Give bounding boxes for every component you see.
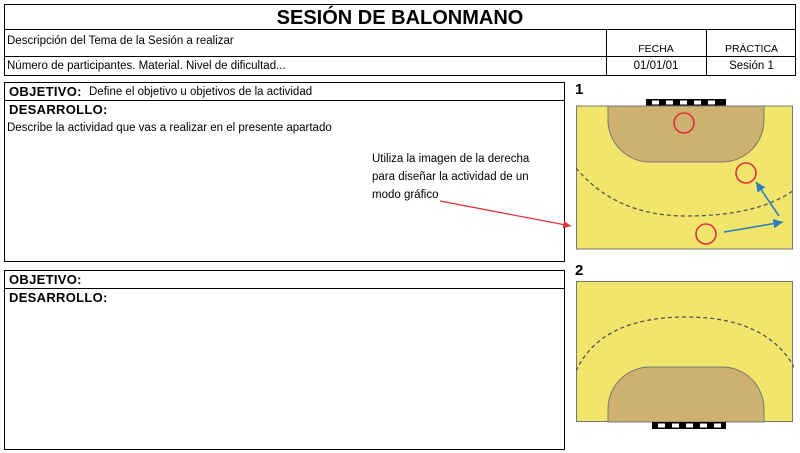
goal-area	[608, 106, 764, 162]
court-number-2: 2	[575, 262, 584, 279]
objetivo-text: Define el objetivo u objetivos de la actividad	[89, 86, 313, 98]
participants-info: Número de participantes. Material. Nivel de dificultad...	[7, 60, 286, 72]
objetivo-label: OBJETIVO:	[9, 84, 82, 99]
session-description: Descripción del Tema de la Sesión a realizar	[7, 35, 234, 47]
note-line: modo gráfico	[372, 189, 439, 201]
desarrollo-label: DESARROLLO:	[9, 290, 108, 305]
practica-label: PRÁCTICA	[724, 43, 779, 55]
note-line: para diseñar la actividad de un	[372, 171, 529, 183]
page-title: SESIÓN DE BALONMANO	[4, 4, 796, 30]
practica-value: Sesión 1	[729, 60, 774, 72]
goal-area	[608, 367, 764, 422]
handball-court-1	[576, 98, 794, 250]
goal-bottom	[652, 422, 726, 429]
goal-top	[646, 99, 726, 106]
fecha-value: 01/01/01	[633, 60, 679, 72]
desarrollo-label: DESARROLLO:	[9, 102, 108, 117]
objetivo-label: OBJETIVO:	[9, 272, 82, 287]
court-number-1: 1	[575, 81, 584, 98]
annotation-arrow	[440, 201, 571, 226]
note-line: Utiliza la imagen de la derecha	[372, 153, 530, 165]
handball-court-2	[576, 281, 794, 431]
fecha-label: FECHA	[638, 43, 674, 55]
desarrollo-text: Describe la actividad que vas a realizar en el presente apartado	[7, 122, 332, 134]
